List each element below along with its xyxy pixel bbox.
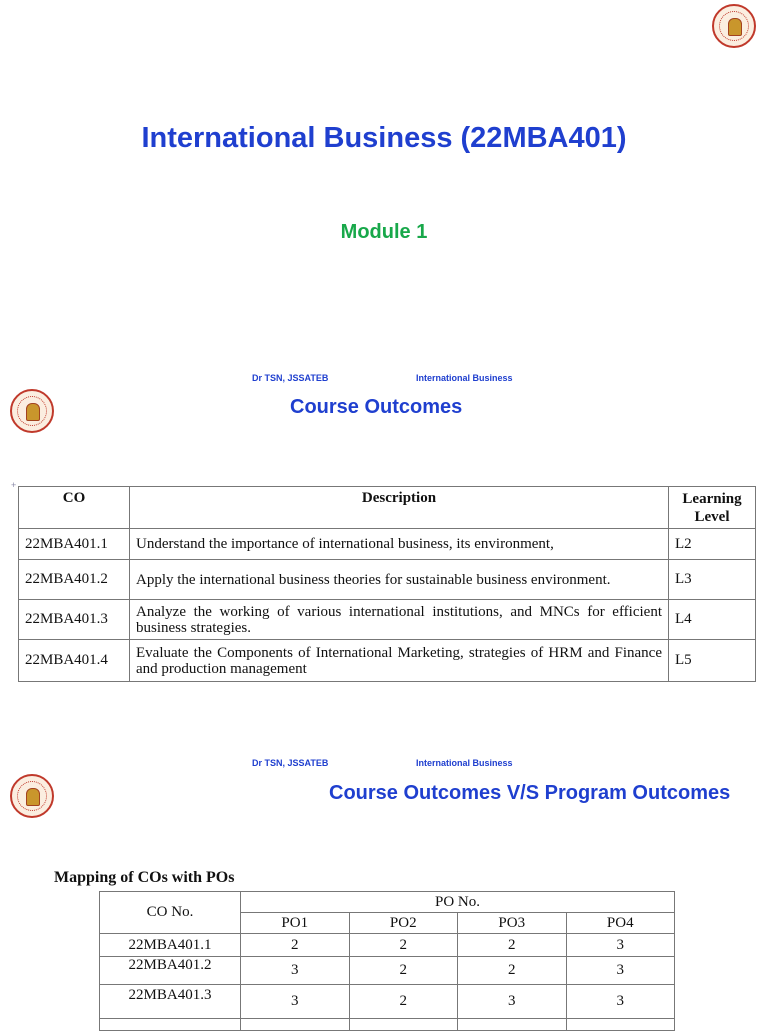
column-header-po4: PO4 — [566, 913, 675, 934]
table-row — [19, 600, 756, 640]
column-header-po-no: PO No. — [241, 892, 675, 913]
co-cell: 22MBA401.3 — [100, 985, 241, 1019]
level-cell: L5 — [669, 640, 756, 682]
level-cell: L4 — [669, 600, 756, 640]
table-row-partial — [100, 1019, 675, 1031]
slide-title: International Business (22MBA401) — [141, 122, 627, 154]
college-seal-icon — [10, 389, 54, 433]
co-cell: 22MBA401.1 — [19, 529, 130, 560]
po-value-cell: 2 — [349, 957, 458, 985]
po-value-cell: 2 — [241, 934, 350, 957]
po-value-cell: 2 — [349, 934, 458, 957]
co-cell: 22MBA401.1 — [100, 934, 241, 957]
table-row — [100, 934, 675, 957]
po-value-cell: 3 — [566, 985, 675, 1019]
column-header-po3: PO3 — [458, 913, 567, 934]
table-row — [100, 985, 675, 1019]
description-cell: Analyze the working of various international institutions, and MNCs for efficient business strategies. — [130, 600, 669, 640]
footer-author: Dr TSN, JSSATEB — [252, 758, 329, 768]
college-seal-icon — [712, 4, 756, 48]
table-header-row — [100, 892, 675, 913]
po-value-cell: 3 — [458, 985, 567, 1019]
college-seal-icon — [10, 774, 54, 818]
co-po-mapping-table — [99, 891, 675, 1031]
section-title-course-outcomes: Course Outcomes — [290, 396, 463, 418]
po-value-cell: 2 — [458, 934, 567, 957]
section-title-co-vs-po: Course Outcomes V/S Program Outcomes — [329, 782, 731, 804]
table-row — [19, 640, 756, 682]
co-cell: 22MBA401.4 — [19, 640, 130, 682]
table-row — [100, 957, 675, 985]
footer-course: International Business — [416, 373, 513, 383]
level-cell: L3 — [669, 560, 756, 600]
level-cell: L2 — [669, 529, 756, 560]
column-header-learning-level: Learning Level — [669, 487, 756, 529]
mapping-heading: Mapping of COs with POs — [54, 869, 235, 886]
table-row — [19, 560, 756, 600]
po-value-cell: 2 — [349, 985, 458, 1019]
column-header-co-no: CO No. — [100, 892, 241, 934]
column-header-co: CO — [19, 487, 130, 529]
table-header-row — [19, 487, 756, 529]
po-value-cell: 2 — [458, 957, 567, 985]
table-row — [19, 529, 756, 560]
co-cell: 22MBA401.2 — [19, 560, 130, 600]
co-cell: 22MBA401.2 — [100, 957, 241, 985]
column-header-po2: PO2 — [349, 913, 458, 934]
po-value-cell: 3 — [566, 957, 675, 985]
footer-course: International Business — [416, 758, 513, 768]
description-cell: Apply the international business theories for sustainable business environment. — [130, 560, 669, 600]
column-header-description: Description — [130, 487, 669, 529]
table-move-handle: + — [11, 480, 17, 490]
po-value-cell: 3 — [241, 957, 350, 985]
column-header-po1: PO1 — [241, 913, 350, 934]
description-cell: Understand the importance of international business, its environment, — [130, 529, 669, 560]
module-label: Module 1 — [340, 221, 428, 243]
course-outcomes-table — [18, 486, 756, 682]
description-cell: Evaluate the Components of International Marketing, strategies of HRM and Finance and production management — [130, 640, 669, 682]
co-cell: 22MBA401.3 — [19, 600, 130, 640]
po-value-cell: 3 — [241, 985, 350, 1019]
po-value-cell: 3 — [566, 934, 675, 957]
footer-author: Dr TSN, JSSATEB — [252, 373, 329, 383]
